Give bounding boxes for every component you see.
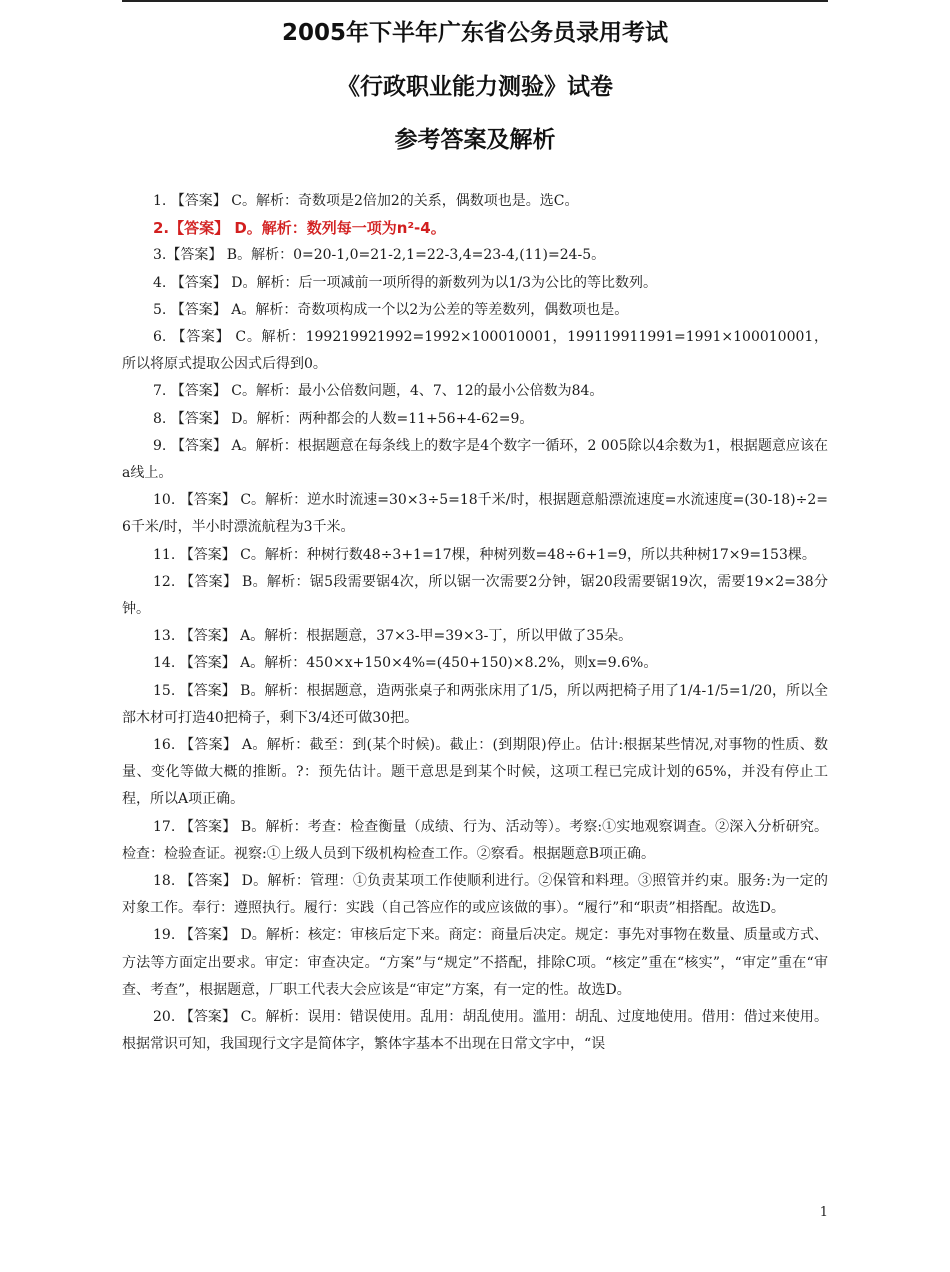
- answer-item-7: 7. 【答案】 C。解析：最小公倍数问题，4、7、12的最小公倍数为84。: [153, 383, 604, 400]
- answer-item-12: 12. 【答案】 B。解析：锯5段需要锯4次，所以锯一次需要2分钟，锯20段需要锯19次，需要19×2=38分钟。: [122, 573, 828, 618]
- answer-item-14: 14. 【答案】 A。解析：450×x+150×4%=(450+150)×8.2%，则x=9.6%。: [153, 655, 658, 672]
- answer-item-20: 20. 【答案】 C。解析：误用：错误使用。乱用：胡乱使用。滥用：胡乱、过度地使用。借用：借过来使用。根据常识可知，我国现行文字是简体字，繁体字基本不出现在日常文字中，“误: [122, 1009, 828, 1053]
- title-block: [122, 18, 828, 155]
- document-subtitle: 《行政职业能力测验》试卷: [337, 74, 613, 100]
- answer-item-6: 6. 【答案】 C。解析：199219921992=1992×100010001，199119911991=1991×100010001，所以将原式提取公因式后得到0。: [122, 329, 828, 373]
- top-rule: [122, 0, 828, 2]
- answer-list: [122, 188, 828, 1059]
- page-number: 1: [819, 1205, 828, 1220]
- answer-item-13: 13. 【答案】 A。解析：根据题意，37×3-甲=39×3-丁，所以甲做了35朵。: [153, 628, 633, 645]
- answer-item-1: 1. 【答案】 C。解析：奇数项是2倍加2的关系，偶数项也是。选C。: [153, 193, 579, 209]
- answer-item-16: 16. 【答案】 A。解析：截至：到(某个时候)。截止：(到期限)停止。估计:根据某些情况,对事物的性质、数量、变化等做大概的推断。?：预先估计。题干意思是到某个时候，这项工程已完成计划的65%，并没有停止工程，所以A项正确。: [122, 737, 828, 808]
- answer-item-19: 19. 【答案】 D。解析：核定：审核后定下来。商定：商量后决定。规定：事先对事物在数量、质量或方式、方法等方面定出要求。审定：审查决定。“方案”与“规定”不搭配，排除C项。“核定”重在“核实”，“审定”重在“审查、考查”，根据题意，厂职工代表大会应该是“审定”方案，有一定的性。故选D。: [122, 927, 828, 998]
- answer-item-15: 15. 【答案】 B。解析：根据题意，造两张桌子和两张床用了1/5，所以两把椅子用了1/4-1/5=1/20，所以全部木材可打造40把椅子，剩下3/4还可做30把。: [122, 682, 828, 726]
- answer-item-8: 8. 【答案】 D。解析：两种都会的人数=11+56+4-62=9。: [153, 410, 534, 427]
- answer-item-5: 5. 【答案】 A。解析：奇数项构成一个以2为公差的等差数列，偶数项也是。: [153, 301, 629, 318]
- answer-item-4: 4. 【答案】 D。解析：后一项减前一项所得的新数列为以1/3为公比的等比数列。: [153, 274, 658, 291]
- answer-item-11: 11. 【答案】 C。解析：种树行数48÷3+1=17棵，种树列数=48÷6+1=9，所以共种树17×9=153棵。: [153, 546, 816, 563]
- answer-item-9: 9. 【答案】 A。解析：根据题意在每条线上的数字是4个数字一循环，2 005除以4余数为1，根据题意应该在a线上。: [122, 437, 828, 482]
- answer-item-3: 3.【答案】 B。解析：0=20-1,0=21-2,1=22-3,4=23-4,(11)=24-5。: [153, 247, 606, 264]
- document-section-title: 参考答案及解析: [394, 127, 556, 153]
- answer-item-18: 18. 【答案】 D。解析：管理：①负责某项工作使顺利进行。②保管和料理。③照管并约束。服务:为一定的对象工作。奉行：遵照执行。履行：实践（自己答应作的或应该做的事）。“履行”和“职责”相搭配。故选D。: [122, 873, 828, 917]
- answer-item-17: 17. 【答案】 B。解析：考查：检查衡量（成绩、行为、活动等）。考察:①实地观察调查。②深入分析研究。检查：检验查证。视察:①上级人员到下级机构检查工作。②察看。根据题意B项正确。: [122, 818, 828, 862]
- document-title: 2005年下半年广东省公务员录用考试: [281, 20, 668, 46]
- answer-item-2: 2.【答案】 D。解析：数列每一项为n²-4。: [153, 219, 446, 238]
- answer-item-10: 10. 【答案】 C。解析：逆水时流速=30×3÷5=18千米/时，根据题意船漂流速度=水流速度=(30-18)÷2=6千米/时，半小时漂流航程为3千米。: [122, 492, 828, 536]
